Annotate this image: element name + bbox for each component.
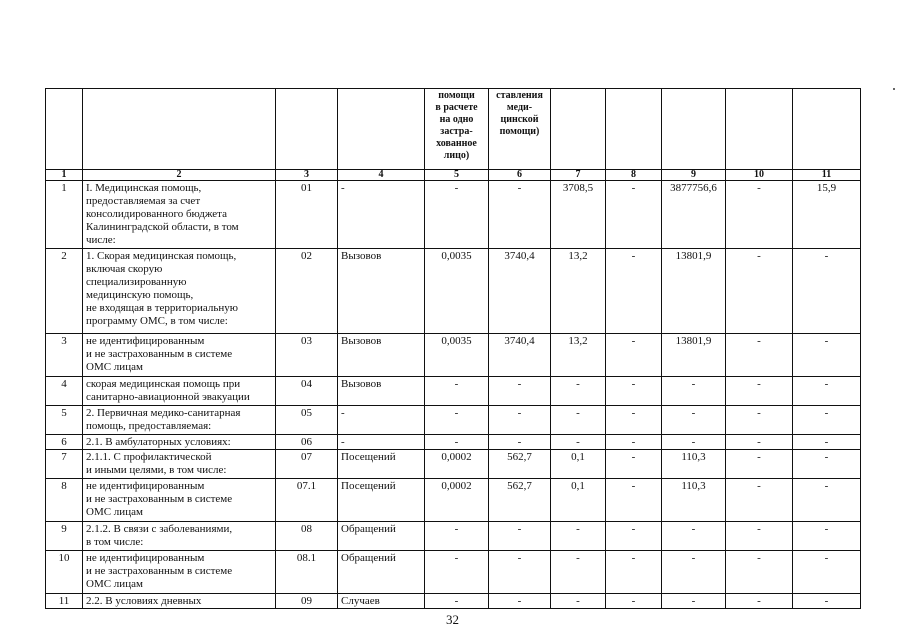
table-cell: - — [338, 435, 425, 450]
table-cell: - — [606, 406, 662, 435]
row-label-cell: 1. Скорая медицинская помощь, включая скорую специализированную медицинскую помощь, не входящая в территориальную программу ОМС, в том числе: — [83, 249, 276, 334]
table-cell: - — [606, 377, 662, 406]
table-cell: - — [606, 450, 662, 479]
table-cell: 3740,4 — [489, 249, 551, 334]
table-cell: - — [606, 479, 662, 522]
table-cell: 11 — [46, 594, 83, 609]
row-label-cell: 2.1. В амбулаторных условиях: — [83, 435, 276, 450]
table-cell: 0,0002 — [425, 479, 489, 522]
table-cell: - — [489, 522, 551, 551]
table-cell: - — [606, 249, 662, 334]
table-cell: - — [551, 551, 606, 594]
table-cell: - — [551, 406, 606, 435]
header-cell: помощи в расчете на одно застра- хованное лицо) — [425, 89, 489, 170]
table-cell: 01 — [276, 181, 338, 249]
table-cell: - — [551, 377, 606, 406]
table-cell: 09 — [276, 594, 338, 609]
column-number-cell: 10 — [726, 170, 793, 181]
header-cell — [83, 89, 276, 170]
table-cell: 0,1 — [551, 450, 606, 479]
column-number-cell: 6 — [489, 170, 551, 181]
table-cell: - — [726, 435, 793, 450]
table-cell: 9 — [46, 522, 83, 551]
table-cell: 110,3 — [662, 479, 726, 522]
table-row — [46, 522, 861, 551]
table-cell: 03 — [276, 334, 338, 377]
table-cell: 13801,9 — [662, 334, 726, 377]
table-cell: 08 — [276, 522, 338, 551]
table-header-row — [46, 89, 861, 170]
column-number-cell: 2 — [83, 170, 276, 181]
table-cell: - — [606, 181, 662, 249]
table-cell: - — [793, 450, 861, 479]
table-cell: 0,1 — [551, 479, 606, 522]
row-label-cell: 2. Первичная медико-санитарная помощь, предоставляемая: — [83, 406, 276, 435]
table-cell: - — [793, 522, 861, 551]
column-number-cell: 8 — [606, 170, 662, 181]
row-label-cell: 2.1.2. В связи с заболеваниями, в том числе: — [83, 522, 276, 551]
table-cell: - — [606, 551, 662, 594]
table-row — [46, 450, 861, 479]
table-cell: - — [338, 181, 425, 249]
table-row — [46, 435, 861, 450]
table-cell: 562,7 — [489, 450, 551, 479]
table-cell: - — [726, 522, 793, 551]
row-label-cell: не идентифицированным и не застрахованным в системе ОМС лицам — [83, 479, 276, 522]
row-label-cell: I. Медицинская помощь, предоставляемая за счет консолидированного бюджета Калининградской области, в том числе: — [83, 181, 276, 249]
table-cell: - — [793, 334, 861, 377]
table-row — [46, 479, 861, 522]
medical-care-table — [45, 88, 861, 609]
row-label-cell: не идентифицированным и не застрахованным в системе ОМС лицам — [83, 334, 276, 377]
table-cell: 7 — [46, 450, 83, 479]
table-cell: - — [606, 334, 662, 377]
table-cell: - — [425, 522, 489, 551]
header-cell — [338, 89, 425, 170]
table-cell: Вызовов — [338, 334, 425, 377]
table-cell: 13,2 — [551, 334, 606, 377]
column-number-cell: 5 — [425, 170, 489, 181]
row-label-cell: 2.1.1. С профилактической и иными целями, в том числе: — [83, 450, 276, 479]
table-cell: - — [793, 479, 861, 522]
table-cell: 3708,5 — [551, 181, 606, 249]
table-cell: - — [726, 450, 793, 479]
table-cell: Обращений — [338, 522, 425, 551]
table-cell: - — [489, 406, 551, 435]
table-cell: - — [662, 435, 726, 450]
table-cell: Вызовов — [338, 249, 425, 334]
table-cell: - — [606, 594, 662, 609]
header-cell — [662, 89, 726, 170]
table-cell: 05 — [276, 406, 338, 435]
table-cell: 562,7 — [489, 479, 551, 522]
table-row — [46, 594, 861, 609]
table-cell: - — [489, 181, 551, 249]
table-cell: - — [726, 181, 793, 249]
table-cell: 10 — [46, 551, 83, 594]
table-cell: - — [551, 522, 606, 551]
column-number-cell: 3 — [276, 170, 338, 181]
table-row — [46, 551, 861, 594]
table-cell: Обращений — [338, 551, 425, 594]
table-cell: - — [662, 522, 726, 551]
table-cell: - — [662, 406, 726, 435]
table-cell: 0,0035 — [425, 334, 489, 377]
scan-dot — [893, 88, 895, 90]
table-row — [46, 406, 861, 435]
table-cell: - — [793, 406, 861, 435]
table-cell: - — [425, 551, 489, 594]
table-cell: - — [425, 406, 489, 435]
table-cell: - — [489, 594, 551, 609]
table-cell: 15,9 — [793, 181, 861, 249]
table-cell: - — [726, 551, 793, 594]
table-cell: - — [425, 594, 489, 609]
table-cell: 04 — [276, 377, 338, 406]
table-cell: 6 — [46, 435, 83, 450]
table-cell: 07 — [276, 450, 338, 479]
table-cell: - — [726, 594, 793, 609]
table-cell: - — [551, 594, 606, 609]
page-number: 32 — [446, 612, 459, 627]
table-cell: 1 — [46, 181, 83, 249]
table-cell: - — [793, 594, 861, 609]
header-cell — [726, 89, 793, 170]
table-cell: Вызовов — [338, 377, 425, 406]
table-cell: - — [425, 181, 489, 249]
table-cell: Посещений — [338, 450, 425, 479]
column-number-cell: 7 — [551, 170, 606, 181]
table-cell: 07.1 — [276, 479, 338, 522]
table-cell: - — [793, 377, 861, 406]
table-cell: 110,3 — [662, 450, 726, 479]
table-row — [46, 377, 861, 406]
table-cell: 02 — [276, 249, 338, 334]
table-cell: - — [489, 435, 551, 450]
table-cell: - — [489, 551, 551, 594]
column-number-cell: 11 — [793, 170, 861, 181]
header-cell: ставления меди- цинской помощи) — [489, 89, 551, 170]
table-cell: - — [793, 551, 861, 594]
table-cell: Случаев — [338, 594, 425, 609]
table-cell: - — [606, 435, 662, 450]
table-cell: 08.1 — [276, 551, 338, 594]
table-cell: 3740,4 — [489, 334, 551, 377]
table-row — [46, 181, 861, 249]
table-cell: - — [662, 594, 726, 609]
table-cell: 06 — [276, 435, 338, 450]
table-cell: - — [425, 377, 489, 406]
table-cell: - — [338, 406, 425, 435]
header-cell — [551, 89, 606, 170]
header-cell — [276, 89, 338, 170]
header-cell — [606, 89, 662, 170]
column-number-cell: 1 — [46, 170, 83, 181]
column-number-cell: 9 — [662, 170, 726, 181]
table-cell: - — [793, 249, 861, 334]
table-cell: - — [425, 435, 489, 450]
table-cell: 0,0035 — [425, 249, 489, 334]
table-row — [46, 334, 861, 377]
header-cell — [46, 89, 83, 170]
table-cell: - — [726, 406, 793, 435]
table-cell: Посещений — [338, 479, 425, 522]
table-cell: - — [793, 435, 861, 450]
table-cell: 0,0002 — [425, 450, 489, 479]
table-cell: - — [662, 377, 726, 406]
table-row — [46, 249, 861, 334]
table-cell: - — [551, 435, 606, 450]
table-cell: - — [662, 551, 726, 594]
table-cell: 4 — [46, 377, 83, 406]
table-cell: - — [726, 249, 793, 334]
row-label-cell: не идентифицированным и не застрахованным в системе ОМС лицам — [83, 551, 276, 594]
table-cell: - — [726, 479, 793, 522]
table-cell: 3 — [46, 334, 83, 377]
column-number-row — [46, 170, 861, 181]
table-cell: - — [489, 377, 551, 406]
table-cell: 13801,9 — [662, 249, 726, 334]
row-label-cell: 2.2. В условиях дневных — [83, 594, 276, 609]
header-cell — [793, 89, 861, 170]
table-cell: - — [726, 334, 793, 377]
table-cell: 2 — [46, 249, 83, 334]
table-cell: - — [606, 522, 662, 551]
table-cell: 8 — [46, 479, 83, 522]
table-cell: 5 — [46, 406, 83, 435]
row-label-cell: скорая медицинская помощь при санитарно-авиационной эвакуации — [83, 377, 276, 406]
table-cell: 13,2 — [551, 249, 606, 334]
table-cell: - — [726, 377, 793, 406]
table-cell: 3877756,6 — [662, 181, 726, 249]
column-number-cell: 4 — [338, 170, 425, 181]
